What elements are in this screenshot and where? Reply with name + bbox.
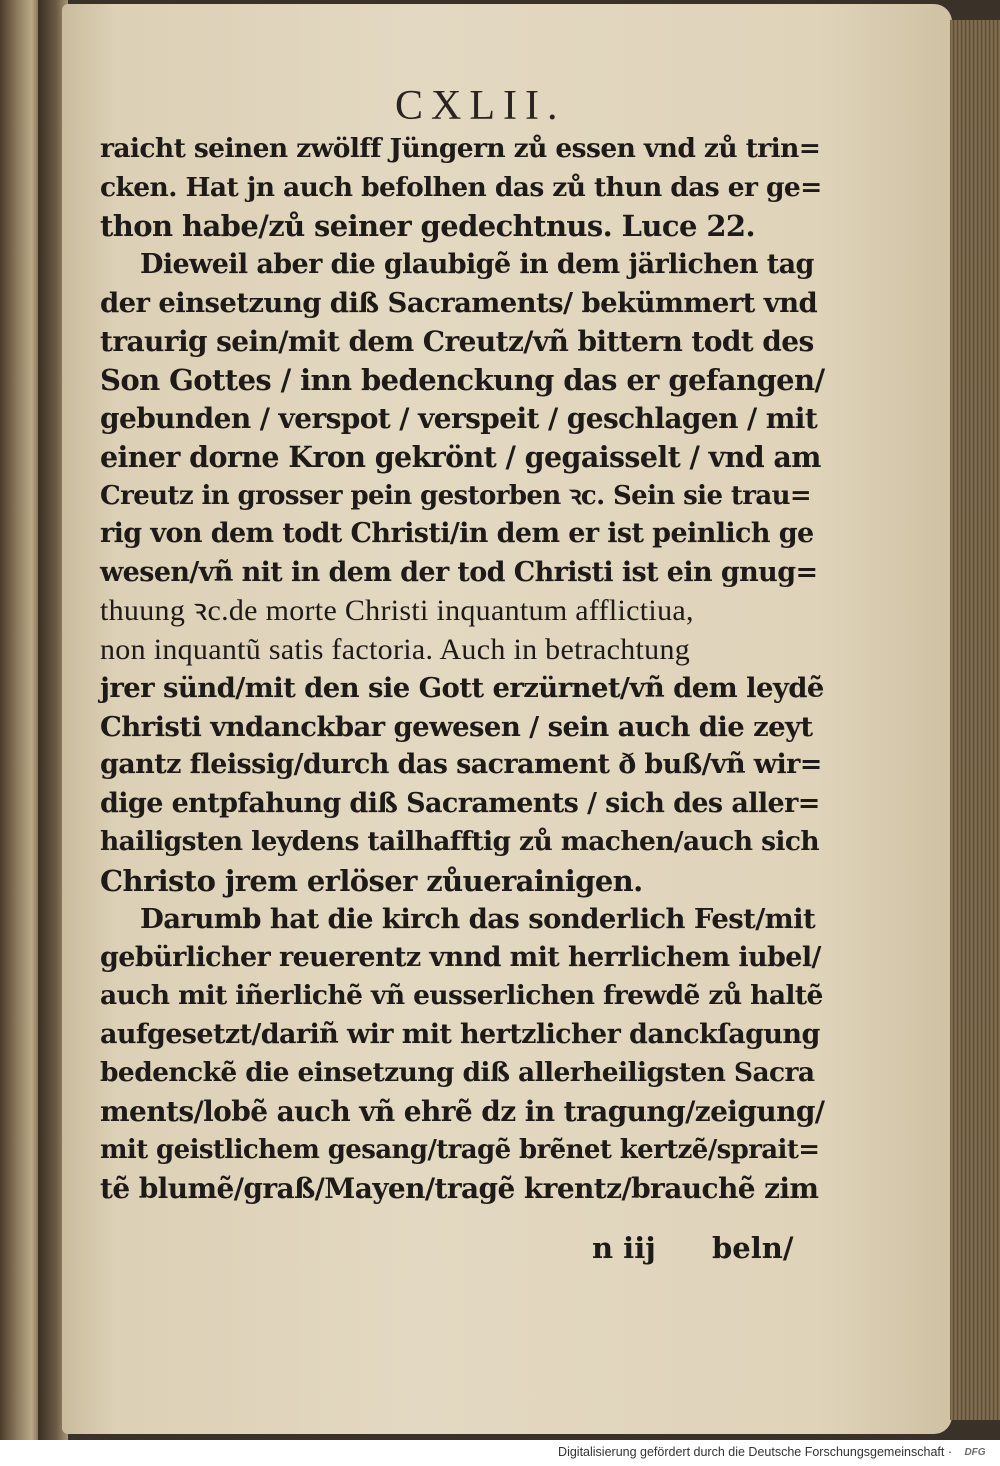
dfg-logo-icon: DFG xyxy=(964,1447,986,1458)
text-line: ments/lobẽ auch vñ ehrẽ dz in tragung/zeigung/ xyxy=(100,1094,825,1128)
folio-number: CXLII. xyxy=(395,83,566,129)
text-line: gebürlicher reuerentz vnnd mit herrlichem iubel/ xyxy=(100,941,821,973)
text-line: Christo jrem erlöser zůuerainigen. xyxy=(100,863,643,898)
text-line: der einsetzung diß Sacraments/ bekümmert vnd xyxy=(100,287,818,319)
text-line: gebunden / verspot / verspeit / geschlagen / mit xyxy=(100,401,818,435)
latin-text-line: thuung ꝛc.de morte Christi inquantum afflictiua, xyxy=(100,594,694,627)
text-line: traurig sein/mit dem Creutz/vñ bittern todt des xyxy=(100,324,814,358)
paragraph-first-line: Dieweil aber die glaubigẽ in dem järlichen tag xyxy=(140,248,814,280)
text-line: jrer sünd/mit den sie Gott erzürnet/vñ dem leydẽ xyxy=(100,672,824,704)
text-line: raicht seinen zwölff Jüngern zů essen vnd zů trin= xyxy=(100,133,821,164)
text-line: auch mit iñerlichẽ vñ eusserlichen frewdẽ zů haltẽ xyxy=(100,980,823,1011)
catchword: beln/ xyxy=(712,1231,794,1265)
text-line: wesen/vñ nit in dem der tod Christi ist ein gnug= xyxy=(100,556,818,588)
text-line: cken. Hat jn auch befolhen das zů thun das er ge= xyxy=(100,171,822,203)
text-line: Son Gottes / inn bedenckung das er gefangen/ xyxy=(100,363,825,397)
text-line: bedenckẽ die einsetzung diß allerheiligsten Sacra xyxy=(100,1057,815,1088)
signature-mark: n iij xyxy=(592,1231,656,1265)
text-line: aufgesetzt/dariñ wir mit hertzlicher danckſagung xyxy=(100,1018,820,1050)
paragraph-first-line: Darumb hat die kirch das sonderlich Fest/mit xyxy=(140,903,816,935)
page-edges xyxy=(950,20,1000,1420)
funding-credit: Digitalisierung gefördert durch die Deutsche Forschungsgemeinschaft · xyxy=(558,1445,952,1459)
text-line: einer dorne Kron gekrönt / gegaisselt / vnd am xyxy=(100,440,821,474)
text-line: Christi vndanckbar gewesen / sein auch die zeyt xyxy=(100,710,813,743)
text-block xyxy=(100,130,825,1208)
text-line: mit geistlichem gesang/tragẽ brẽnet kertzẽ/sprait= xyxy=(100,1135,820,1165)
text-line: dige entpfahung diß Sacraments / sich des aller= xyxy=(100,787,820,819)
text-line: Creutz in grosser pein gestorben ꝛc. Sein sie trau= xyxy=(100,480,812,511)
text-line: rig von dem todt Christi/in dem er ist peinlich ge xyxy=(100,518,814,549)
text-line: gantz fleissig/durch das sacrament ð buß/vñ wir= xyxy=(100,749,822,780)
text-line: hailigsten leydens tailhafftig zů machen/auch sich xyxy=(100,826,820,857)
text-line: thon habe/zů seiner gedechtnus. Luce 22. xyxy=(100,209,755,243)
footer-bar xyxy=(0,1440,1000,1466)
previous-leaf-edge xyxy=(0,0,42,1440)
latin-text-line: non inquantũ satis factoria. Auch in betrachtung xyxy=(100,632,691,666)
text-line: tẽ blumẽ/graß/Mayen/tragẽ krentz/brauchẽ zim xyxy=(100,1171,819,1205)
